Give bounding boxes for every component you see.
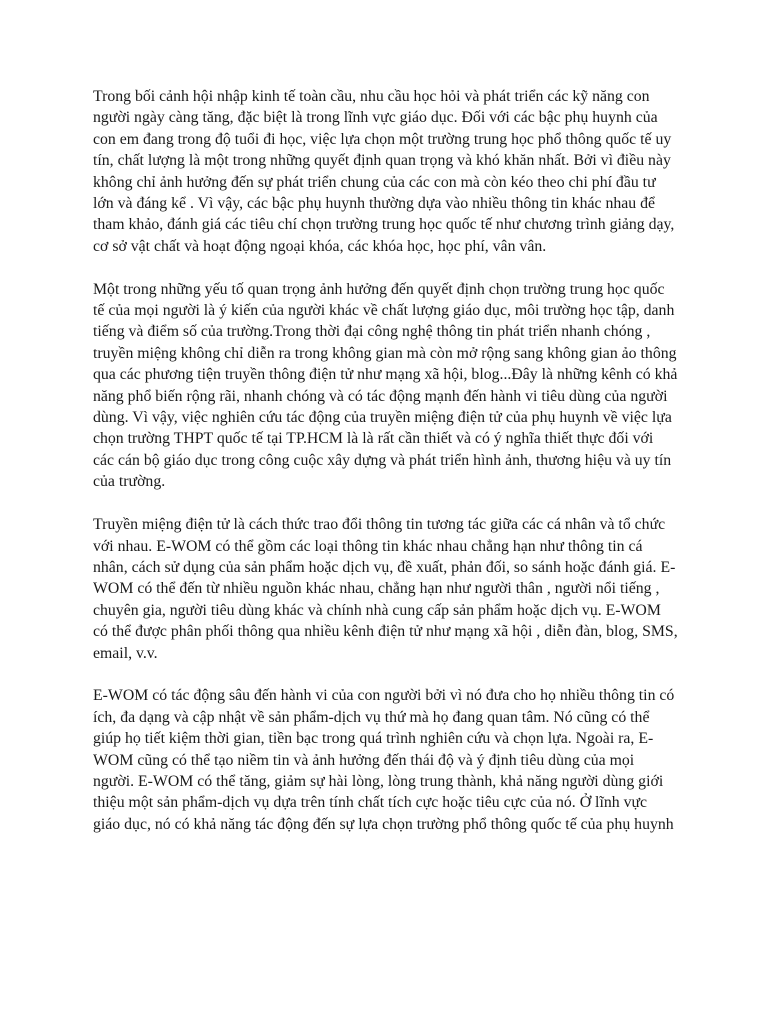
document-body	[93, 86, 678, 835]
paragraph-3: Truyền miệng điện tử là cách thức trao đổi thông tin tương tác giữa các cá nhân và tổ chức với nhau. E-WOM có thể gồm các loại thông tin khác nhau chẳng hạn như thông tin cá nhân, cách sử dụng của sản phẩm hoặc dịch vụ, đề xuất, phản đối, so sánh hoặc đánh giá. E-WOM có thể đến từ nhiều nguồn khác nhau, chẳng hạn như người thân , người nổi tiếng , chuyên gia, người tiêu dùng khác và chính nhà cung cấp sản phẩm hoặc dịch vụ. E-WOM có thể được phân phối thông qua nhiều kênh điện tử như mạng xã hội , diễn đàn, blog, SMS, email, v.v.	[93, 516, 678, 662]
paragraph-4: E-WOM có tác động sâu đến hành vi của con người bởi vì nó đưa cho họ nhiều thông tin có ích, đa dạng và cập nhật về sản phẩm-dịch vụ thứ mà họ đang quan tâm. Nó cũng có thể giúp họ tiết kiệm thời gian, tiền bạc trong quá trình nghiên cứu và chọn lựa. Ngoài ra, E-WOM cũng có thể tạo niềm tin và ảnh hưởng đến thái độ và ý định tiêu dùng của mọi người. E-WOM có thể tăng, giảm sự hài lòng, lòng trung thành, khả năng người dùng giới thiệu một sản phẩm-dịch vụ dựa trên tính chất tích cực hoặc tiêu cực của nó. Ở lĩnh vực giáo dục, nó có khả năng tác động đến sự lựa chọn trường phổ thông quốc tế của phụ huynh	[93, 687, 675, 833]
paragraph-2: Một trong những yếu tố quan trọng ảnh hưởng đến quyết định chọn trường trung học quốc tế của mọi người là ý kiến của người khác về chất lượng giáo dục, môi trường học tập, danh tiếng và điểm số của trường.Trong thời đại công nghệ thông tin phát triển nhanh chóng , truyền miệng không chỉ diễn ra trong không gian mà còn mở rộng sang không gian ảo thông qua các phương tiện truyền thông điện tử như mạng xã hội, blog...Đây là những kênh có khả năng phổ biến rộng rãi, nhanh chóng và có tác động mạnh đến hành vi tiêu dùng của người dùng. Vì vậy, việc nghiên cứu tác động của truyền miệng điện tử của phụ huynh về việc lựa chọn trường THPT quốc tế tại TP.HCM là là rất cần thiết và có ý nghĩa thiết thực đối với các cán bộ giáo dục trong công cuộc xây dựng và phát triển hình ảnh, thương hiệu và uy tín của trường.	[93, 280, 678, 491]
paragraph-1: Trong bối cảnh hội nhập kinh tế toàn cầu, nhu cầu học hỏi và phát triển các kỹ năng con người ngày càng tăng, đặc biệt là trong lĩnh vực giáo dục. Đối với các bậc phụ huynh của con em đang trong độ tuổi đi học, việc lựa chọn một trường trung học phổ thông quốc tế uy tín, chất lượng là một trong những quyết định quan trọng và khó khăn nhất. Bởi vì điều này không chỉ ảnh hưởng đến sự phát triển chung của các con mà còn kéo theo chi phí đầu tư lớn và đáng kể . Vì vậy, các bậc phụ huynh thường dựa vào nhiều thông tin khác nhau để tham khảo, đánh giá các tiêu chí chọn trường trung học quốc tế như chương trình giảng dạy, cơ sở vật chất và hoạt động ngoại khóa, các khóa học, học phí, vân vân.	[93, 88, 675, 255]
